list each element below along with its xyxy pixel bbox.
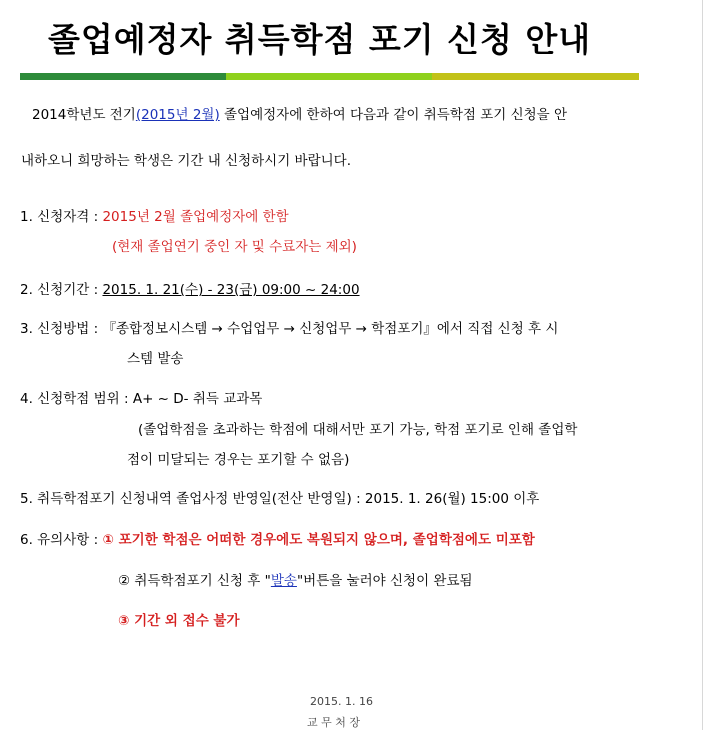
credit-range-note-2: 점이 미달되는 경우는 포기할 수 없음): [127, 452, 350, 468]
intro-line-1: [32, 106, 567, 124]
eligibility-value: 2015년 2월 졸업예정자에 한함: [102, 209, 289, 225]
method-label: 3. 신청방법 :: [20, 321, 103, 337]
period-value: 2015. 1. 21(수) - 23(금) 09:00 ~ 24:00: [102, 282, 360, 298]
eligibility-note: (현재 졸업연기 중인 자 및 수료자는 제외): [112, 239, 357, 255]
credit-range-note-1: (졸업학점을 초과하는 학점에 대해서만 포기 가능, 학점 포기로 인해 졸업학: [138, 422, 578, 438]
note-2-text-b: "버튼을 눌러야 신청이 완료됨: [296, 573, 473, 589]
intro-text-a: 2014학년도 전기: [32, 107, 136, 123]
item-eligibility: [20, 208, 289, 226]
item-reflection-date: 5. 취득학점포기 신청내역 졸업사정 반영일(전산 반영일) : 2015. 1. 26(월) 15:00 이후: [20, 491, 540, 507]
item-period: [20, 281, 360, 299]
eligibility-label: 1. 신청자격 :: [20, 209, 103, 225]
note-3: ③ 기간 외 접수 불가: [118, 613, 240, 629]
item-notes: [20, 531, 535, 549]
method-continuation: 스템 발송: [127, 351, 184, 367]
notes-label: 6. 유의사항 :: [20, 532, 103, 548]
method-value: 『종합정보시스템 → 수업업무 → 신청업무 → 학점포기』에서 직접 신청 후 시: [102, 321, 559, 337]
send-button-link[interactable]: 발송: [270, 573, 297, 589]
title-divider: [20, 73, 639, 80]
divider-segment-green: [20, 73, 226, 80]
footer-signature: 교 무 처 장: [307, 716, 360, 729]
item-method: [20, 320, 558, 338]
divider-segment-lime: [226, 73, 432, 80]
divider-segment-olive: [432, 73, 639, 80]
item-credit-range: 4. 신청학점 범위 : A+ ~ D- 취득 교과목: [20, 391, 263, 407]
note-2: [118, 572, 473, 590]
page-title: 졸업예정자 취득학점 포기 신청 안내: [48, 20, 592, 59]
intro-line-2: 내하오니 희망하는 학생은 기간 내 신청하시기 바랍니다.: [21, 153, 351, 169]
intro-text-b: 졸업예정자에 한하여 다음과 같이 취득학점 포기 신청을 안: [219, 107, 568, 123]
note-1: ① 포기한 학점은 어떠한 경우에도 복원되지 않으며, 졸업학점에도 미포함: [102, 532, 535, 548]
graduation-date-link[interactable]: (2015년 2월): [135, 107, 220, 123]
period-label: 2. 신청기간 :: [20, 282, 103, 298]
footer-date: 2015. 1. 16: [310, 695, 373, 708]
note-2-text-a: ② 취득학점포기 신청 후 ": [118, 573, 271, 589]
